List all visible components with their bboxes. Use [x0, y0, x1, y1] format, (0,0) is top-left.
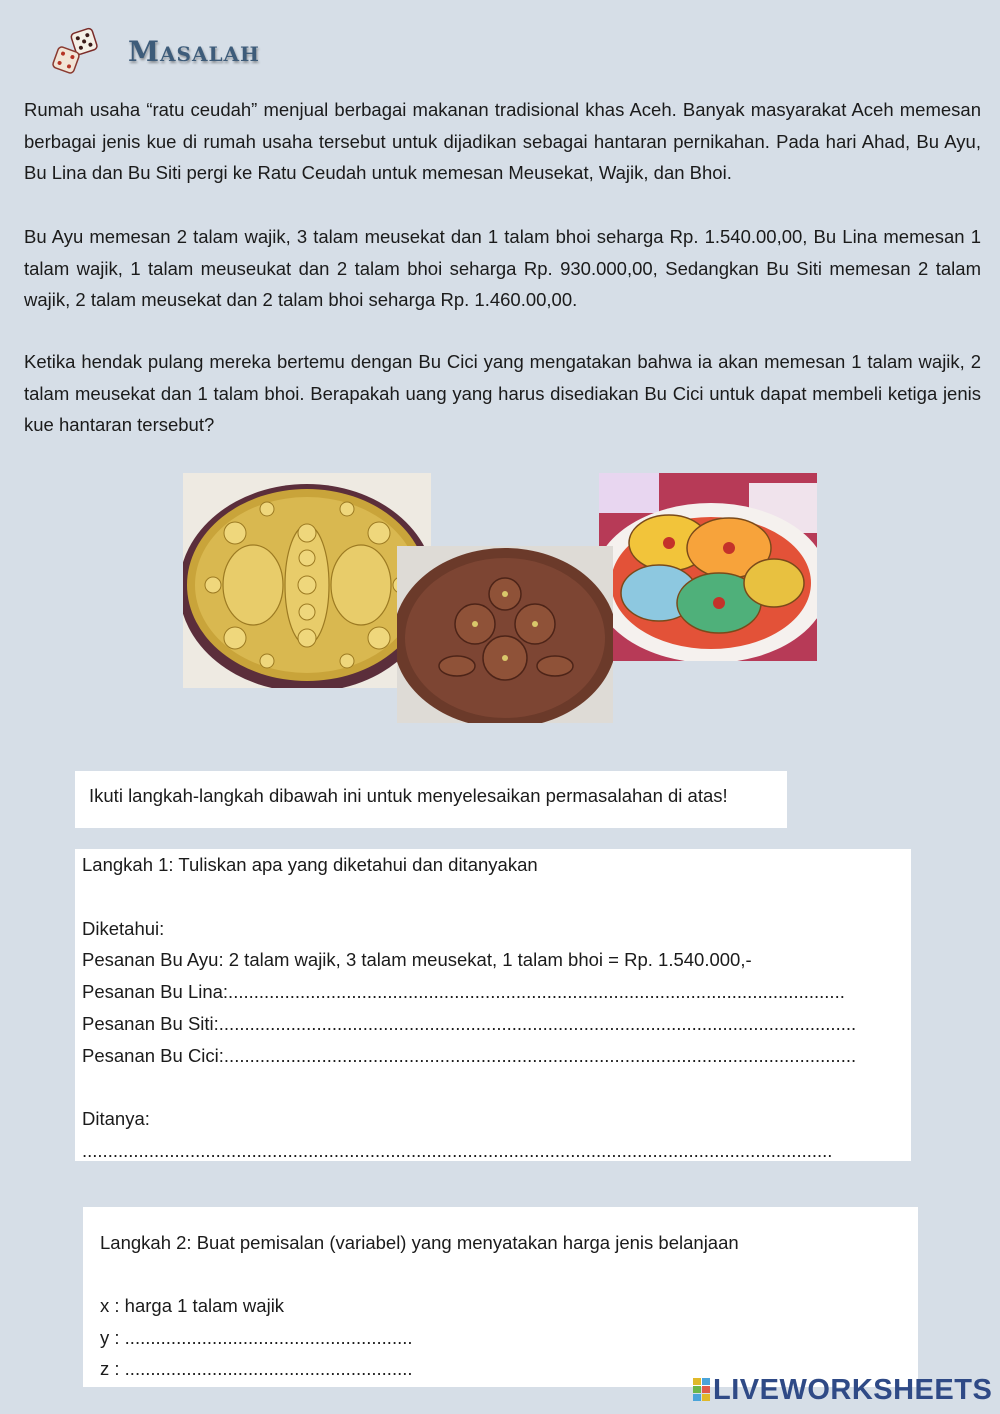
order-lina-field[interactable]: Pesanan Bu Lina:........................................................................................................................ [82, 981, 845, 1003]
step2-box [83, 1207, 918, 1387]
problem-paragraph-2: Bu Ayu memesan 2 talam wajik, 3 talam meusekat dan 1 talam bhoi seharga Rp. 1.540.00,00, Bu Lina memesan 1 talam wajik, 1 talam meuseukat dan 2 talam bhoi seharga Rp. 930.000,00, Sedangkan Bu Siti memesan 2 talam wajik, 2 talam meusekat dan 2 talam bhoi seharga Rp. 1.460.00,00. [24, 226, 981, 310]
blank-line [100, 1259, 918, 1291]
asked-answer-field[interactable]: .................................................................................................................................................. [82, 1140, 833, 1162]
known-label: Diketahui: [82, 917, 165, 939]
variable-y-field[interactable]: y : ........................................................ [100, 1326, 413, 1348]
step1-box [75, 849, 911, 1161]
order-cici-field[interactable]: Pesanan Bu Cici:........................................................................................................................... [82, 1044, 857, 1066]
order-ayu: Pesanan Bu Ayu: 2 talam wajik, 3 talam meusekat, 1 talam bhoi = Rp. 1.540.000,- [82, 949, 752, 971]
problem-paragraph-1: Rumah usaha “ratu ceudah” menjual berbagai makanan tradisional khas Aceh. Banyak masyarakat Aceh memesan berbagai jenis kue di rumah usaha tersebut untuk dijadikan sebagai hantaran pernikahan. Pada hari Ahad, Bu Ayu, Bu Lina dan Bu Siti pergi ke Ratu Ceudah untuk memesan Meusekat, Wajik, dan Bhoi. [24, 99, 981, 183]
brand-text: LIVEWORKSHEETS [713, 1373, 993, 1406]
variable-z-field[interactable]: z : ........................................................ [100, 1358, 413, 1379]
variable-x: x : harga 1 talam wajik [100, 1295, 285, 1316]
bhoi-cake-photo [599, 473, 817, 661]
instruction-box [75, 771, 787, 828]
wajik-cake-photo [183, 473, 431, 688]
problem-paragraph-3: Ketika hendak pulang mereka bertemu dengan Bu Cici yang mengatakan bahwa ia akan memesan 1 talam wajik, 2 talam meusekat dan 1 talam bhoi. Berapakah uang yang harus disediakan Bu Cici untuk dapat membeli ketiga jenis kue hantaran tersebut? [24, 351, 981, 435]
liveworksheets-logo-icon [693, 1378, 711, 1402]
meusekat-cake-photo [397, 546, 613, 723]
step1-heading: Langkah 1: Tuliskan apa yang diketahui dan ditanyakan [82, 854, 538, 875]
order-siti-field[interactable]: Pesanan Bu Siti:............................................................................................................................ [82, 1012, 857, 1034]
dice-icon [50, 26, 106, 76]
liveworksheets-brand [693, 1373, 992, 1407]
step2-heading: Langkah 2: Buat pemisalan (variabel) yang menyatakan harga jenis belanjaan [100, 1232, 739, 1253]
page-title: Masalah [128, 34, 260, 68]
blank-line [82, 1072, 911, 1104]
header [50, 26, 260, 76]
blank-line [82, 881, 911, 913]
instruction-text: Ikuti langkah-langkah dibawah ini untuk menyelesaikan permasalahan di atas! [89, 785, 728, 806]
asked-label: Ditanya: [82, 1108, 150, 1130]
